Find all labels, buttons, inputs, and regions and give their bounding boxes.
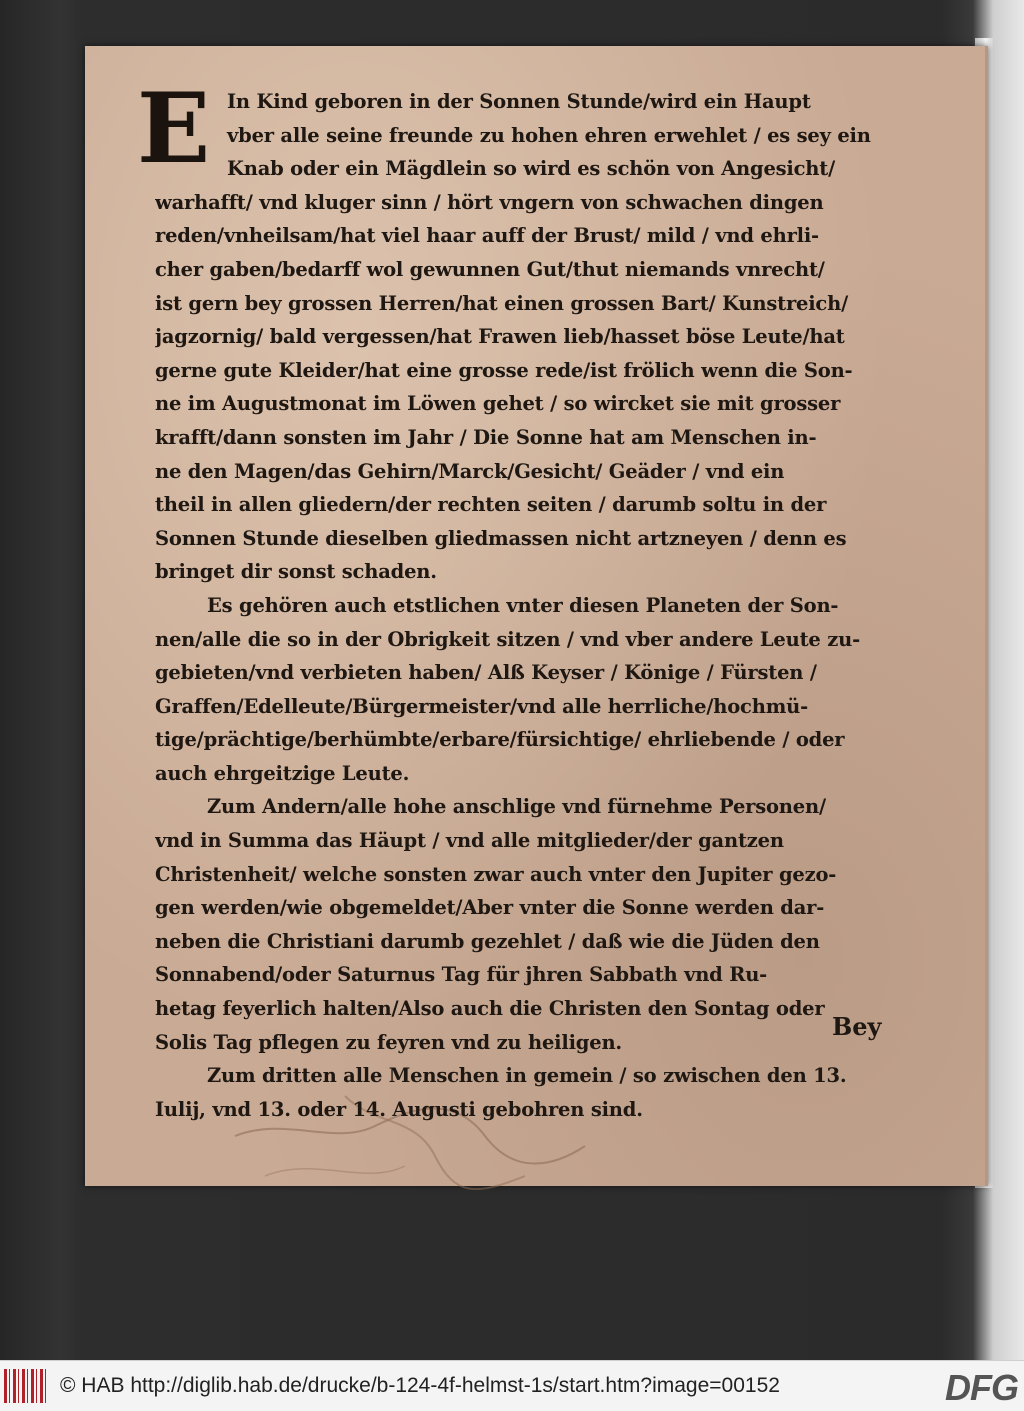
text-line: In Kind geboren in der Sonnen Stunde/wird ein Haupt <box>227 90 811 113</box>
footer-bar <box>0 1360 1024 1411</box>
text-line: Knab oder ein Mägdlein so wird es schön von Angesicht/ <box>227 157 836 181</box>
text-line: warhafft/ vnd kluger sinn / hört vngern von schwachen dingen <box>155 190 824 214</box>
text-line: vnd in Summa das Häupt / vnd alle mitglieder/der gantzen <box>155 829 784 853</box>
hab-logo-icon <box>4 1369 48 1403</box>
text-line: Zum dritten alle Menschen in gemein / so zwischen den 13. <box>207 1064 847 1088</box>
dfg-logo: DFG <box>945 1367 1018 1408</box>
text-line: Solis Tag pflegen zu feyren vnd zu heiligen. <box>155 1030 623 1054</box>
text-line: Sonnabend/oder Saturnus Tag für jhren Sabbath vnd Ru- <box>155 963 768 987</box>
text-line: nen/alle die so in der Obrigkeit sitzen / vnd vber andere Leute zu- <box>155 627 860 651</box>
text-line: cher gaben/bedarff wol gewunnen Gut/thut niemands vnrecht/ <box>155 257 825 281</box>
text-line: Es gehören auch etstlichen vnter diesen Planeten der Son- <box>207 593 839 617</box>
text-line: Sonnen Stunde dieselben gliedmassen nicht artzneyen / denn es <box>155 526 847 550</box>
text-line: Iulij, vnd 13. oder 14. Augusti gebohren sind. <box>155 1097 643 1121</box>
text-line: gebieten/vnd verbieten haben/ Alß Keyser / Könige / Fürsten / <box>155 661 817 685</box>
drop-cap: E <box>137 72 210 185</box>
text-line: Christenheit/ welche sonsten zwar auch vnter den Jupiter gezo- <box>155 862 837 886</box>
source-link[interactable]: © HAB http://diglib.hab.de/drucke/b-124-4f-helmst-1s/start.htm?image=00152 <box>60 1374 780 1397</box>
text-line: reden/vnheilsam/hat viel haar auff der Brust/ mild / vnd ehrli- <box>155 224 819 248</box>
text-line: theil in allen gliedern/der rechten seiten / darumb soltu in der <box>155 493 827 517</box>
text-line: tige/prächtige/berhümbte/erbare/fürsichtige/ ehrliebende / oder <box>155 728 845 752</box>
text-line: auch ehrgeitzige Leute. <box>155 761 410 785</box>
text-line: Graffen/Edelleute/Bürgermeister/vnd alle herrliche/hochmü- <box>155 694 809 718</box>
catchword: Bey <box>832 1012 882 1041</box>
text-line: krafft/dann sonsten im Jahr / Die Sonne hat am Menschen in- <box>155 425 817 449</box>
text-line: neben die Christiani darumb gezehlet / daß wie die Jüden den <box>155 929 820 953</box>
text-line: jagzornig/ bald vergessen/hat Frawen lieb/hasset böse Leute/hat <box>155 325 845 349</box>
text-line: hetag feyerlich halten/Also auch die Christen den Sontag oder <box>155 997 825 1021</box>
text-line: Zum Andern/alle hohe anschlige vnd fürnehme Personen/ <box>207 795 826 819</box>
text-line: bringet dir sonst schaden. <box>155 560 437 584</box>
text-line: gen werden/wie obgemeldet/Aber vnter die Sonne werden dar- <box>155 896 825 920</box>
text-line: ist gern bey grossen Herren/hat einen grossen Bart/ Kunstreich/ <box>155 291 848 315</box>
text-line: gerne gute Kleider/hat eine grosse rede/ist frölich wenn die Son- <box>155 358 853 382</box>
text-line: vber alle seine freunde zu hohen ehren erwehlet / es sey ein <box>227 123 871 147</box>
text-block <box>137 72 900 1126</box>
text-line: ne im Augustmonat im Löwen gehet / so wircket sie mit grosser <box>155 392 841 416</box>
text-line: ne den Magen/das Gehirn/Marck/Gesicht/ Geäder / vnd ein <box>155 459 785 483</box>
